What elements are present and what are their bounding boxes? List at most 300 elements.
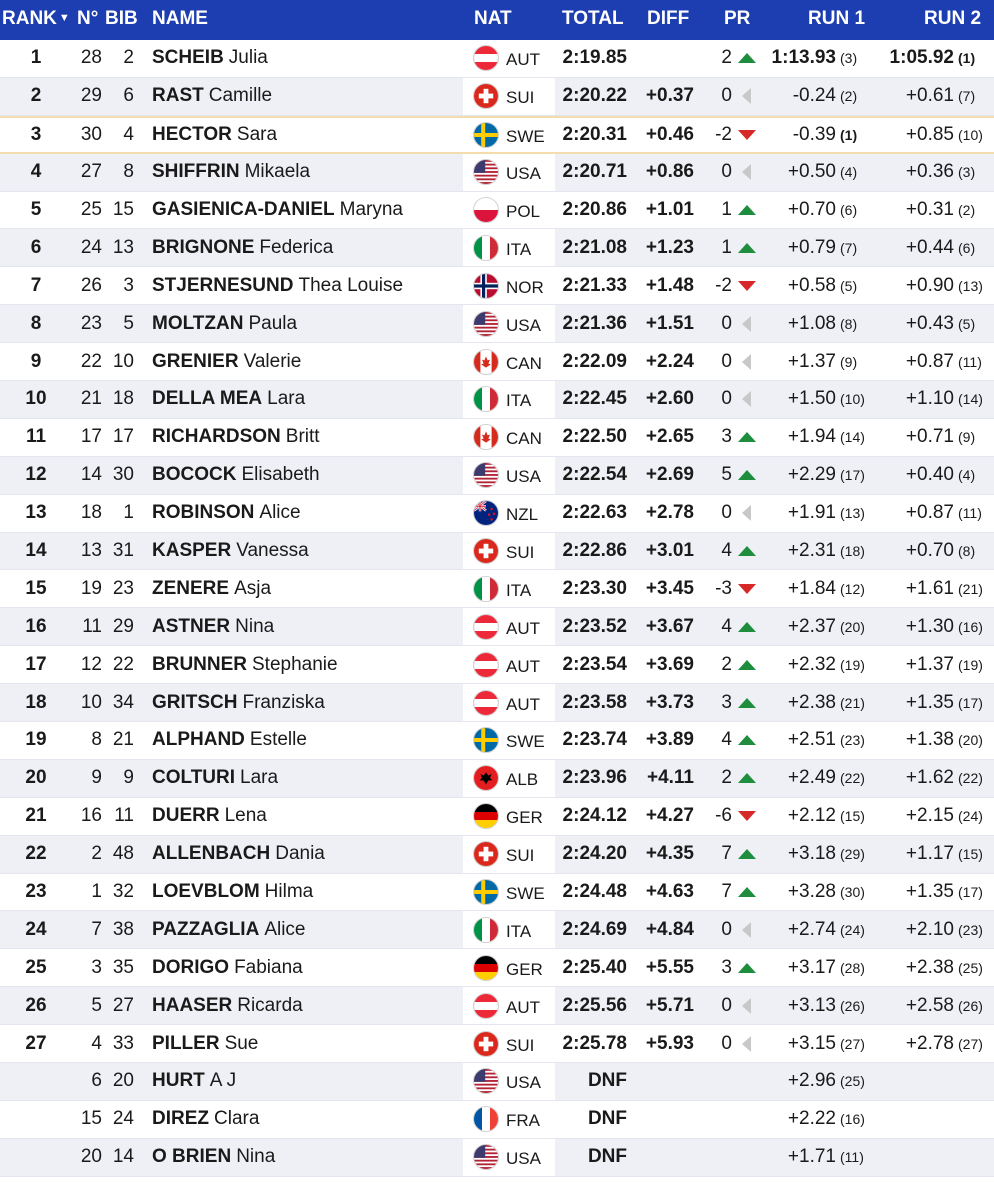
table-row[interactable] [0,798,994,836]
athlete-first-name[interactable]: Hilma [264,881,314,903]
athlete-name[interactable] [152,1101,464,1138]
athlete-first-name[interactable]: Lena [224,805,267,827]
nation-cell [463,154,555,191]
athlete-name[interactable] [152,1025,464,1062]
athlete-first-name[interactable]: Julia [228,47,268,69]
table-row[interactable] [0,78,994,116]
position-change-value: -3 [715,577,732,599]
athlete-first-name[interactable]: Sue [224,1032,259,1054]
run1-time-cell: +1.37 [787,350,836,372]
run2-rank-cell: (1) [958,50,976,67]
athlete-first-name[interactable]: Asja [234,577,272,599]
bib-cell: 35 [112,956,134,978]
athlete-name[interactable] [152,192,464,229]
run1-rank-cell: (18) [840,543,865,560]
table-row[interactable] [0,192,994,230]
athlete-last-name[interactable]: SHIFFRIN [152,161,240,183]
position-up-icon [738,735,756,745]
position-change-cell [700,646,756,683]
run2-rank-cell: (8) [958,543,976,560]
start-number-cell: 2 [91,843,102,865]
run1-time-cell: +0.50 [787,161,836,183]
athlete-name[interactable] [152,949,464,986]
table-row[interactable] [0,40,994,78]
athlete-last-name[interactable]: ASTNER [152,615,231,637]
athlete-first-name[interactable]: Alice [259,502,301,524]
italy-flag-icon [473,576,499,602]
athlete-first-name[interactable]: Nina [236,1146,276,1168]
table-row[interactable] [0,381,994,419]
run1-time-cell: +2.37 [787,615,836,637]
table-row[interactable] [0,343,994,381]
athlete-name[interactable] [152,40,464,77]
run1-column-header[interactable]: RUN 1 [808,8,866,29]
athlete-last-name[interactable]: DUERR [152,805,220,827]
athlete-name[interactable] [152,722,464,759]
rank-cell: 19 [25,729,47,751]
position-change-value: 7 [721,843,732,865]
position-change-value: 0 [721,918,732,940]
rank-cell: 23 [25,881,47,903]
position-change-value: 3 [721,691,732,713]
nation-cell [463,118,555,152]
table-row[interactable] [0,722,994,760]
nation-cell [463,192,555,229]
athlete-first-name[interactable]: A J [209,1070,237,1092]
athlete-last-name[interactable]: KASPER [152,540,232,562]
table-row[interactable] [0,1101,994,1139]
athlete-last-name[interactable]: DIREZ [152,1108,209,1130]
rank-cell: 12 [25,464,47,486]
athlete-name[interactable] [152,1063,464,1100]
run2-rank-cell: (20) [958,732,983,749]
run2-time-cell: +0.61 [905,85,954,107]
rank-cell: 27 [25,1032,47,1054]
run2-time-cell [874,1063,954,1100]
nation-code: SWE [506,732,545,752]
run1-rank-cell: (12) [840,580,865,597]
nation-cell [463,533,555,570]
athlete-last-name[interactable]: RICHARDSON [152,426,281,448]
position-change-value: 4 [721,540,732,562]
athlete-last-name[interactable]: MOLTZAN [152,312,244,334]
total-time-cell: 2:20.71 [562,161,627,183]
total-time-cell: 2:24.48 [562,881,627,903]
diff-cell: +1.51 [645,312,694,334]
rank-cell: 15 [25,577,47,599]
athlete-last-name[interactable]: GRITSCH [152,691,238,713]
nation-cell [463,305,555,342]
nation-cell [463,798,555,835]
position-change-value: 2 [721,47,732,69]
run1-rank-cell: (22) [840,770,865,787]
athlete-last-name[interactable]: SCHEIB [152,47,224,69]
athlete-name[interactable] [152,381,464,418]
athlete-name[interactable] [152,267,464,304]
nation-cell [463,684,555,721]
table-row[interactable] [0,949,994,987]
athlete-name[interactable] [152,229,464,266]
athlete-last-name[interactable]: ZENERE [152,577,230,599]
athlete-first-name[interactable]: Vanessa [236,540,309,562]
position-change-cell [700,570,756,607]
start-number-cell: 15 [80,1108,102,1130]
athlete-name[interactable] [152,836,464,873]
athlete-last-name[interactable]: BOCOCK [152,464,237,486]
total-column-header[interactable]: TOTAL [562,8,624,29]
nation-cell [463,78,555,115]
rank-column-header[interactable]: RANK ▼ [2,8,70,29]
table-row[interactable] [0,495,994,533]
table-row[interactable] [0,533,994,571]
run1-rank-cell: (5) [840,277,858,294]
athlete-first-name[interactable]: Britt [285,426,320,448]
table-row[interactable] [0,760,994,798]
athlete-first-name[interactable]: Dania [275,843,325,865]
athlete-name[interactable] [152,78,464,115]
athlete-last-name[interactable]: DORIGO [152,956,230,978]
nation-code: AUT [506,997,540,1017]
position-change-cell [700,987,756,1024]
athlete-name[interactable] [152,457,464,494]
table-row[interactable] [0,1139,994,1177]
diff-cell: +3.67 [645,615,694,637]
position-change-value: 3 [721,426,732,448]
athlete-last-name[interactable]: ALPHAND [152,729,245,751]
run1-time-cell: +2.32 [787,653,836,675]
nation-cell [463,646,555,683]
run1-rank-cell: (9) [840,353,858,370]
position-change-value: 2 [721,653,732,675]
run2-rank-cell: (13) [958,277,983,294]
athlete-name[interactable] [152,798,464,835]
nation-code: ALB [506,770,539,790]
athlete-name[interactable] [152,533,464,570]
no-column-header[interactable]: N° [77,8,99,29]
table-row[interactable] [0,836,994,874]
table-row[interactable] [0,570,994,608]
run1-rank-cell: (14) [840,429,865,446]
albania-flag-icon [473,765,499,791]
nation-code: SUI [506,846,535,866]
table-row[interactable] [0,305,994,343]
position-change-value: 0 [721,85,732,107]
total-time-cell: 2:22.50 [562,426,627,448]
run2-rank-cell: (5) [958,315,976,332]
rank-cell [0,1063,72,1100]
rank-cell: 21 [25,805,47,827]
bib-cell: 32 [112,881,134,903]
athlete-last-name[interactable]: BRIGNONE [152,236,255,258]
table-row[interactable] [0,229,994,267]
athlete-name[interactable] [152,154,464,191]
diff-cell [630,1101,694,1138]
athlete-last-name[interactable]: LOEVBLOM [152,881,260,903]
run2-column-header[interactable]: RUN 2 [924,8,982,29]
position-change-value: 0 [721,994,732,1016]
rank-cell: 6 [30,236,42,258]
nation-cell [463,987,555,1024]
athlete-name[interactable] [152,305,464,342]
athlete-name[interactable] [152,646,464,683]
diff-cell: +4.63 [645,881,694,903]
athlete-last-name[interactable]: HURT [152,1070,205,1092]
run1-rank-cell: (19) [840,656,865,673]
diff-cell: +4.27 [645,805,694,827]
athlete-first-name[interactable]: Camille [208,85,273,107]
run2-time-cell: +0.43 [905,312,954,334]
nation-code: USA [506,164,541,184]
athlete-name[interactable] [152,608,464,645]
position-change-value: 0 [721,388,732,410]
germany-flag-icon [473,803,499,829]
athlete-first-name[interactable]: Lara [240,767,279,789]
total-time-cell: DNF [587,1146,627,1168]
bib-cell: 10 [112,350,134,372]
bib-cell: 11 [114,805,134,827]
position-change-value: 4 [721,615,732,637]
athlete-last-name[interactable]: ALLENBACH [152,843,271,865]
run2-time-cell [874,1139,954,1176]
run2-rank-cell: (4) [958,467,976,484]
diff-cell: +3.01 [645,540,694,562]
run2-time-cell: +1.35 [905,881,954,903]
position-change-cell [700,533,756,570]
table-row[interactable] [0,1063,994,1101]
diff-column-header[interactable]: DIFF [647,8,690,29]
athlete-last-name[interactable]: ROBINSON [152,502,255,524]
poland-flag-icon [473,197,499,223]
bib-cell: 8 [123,161,134,183]
run2-time-cell: +1.35 [905,691,954,713]
table-row[interactable] [0,608,994,646]
athlete-name[interactable] [152,760,464,797]
table-row[interactable] [0,911,994,949]
run2-rank-cell: (11) [958,353,982,370]
run1-time-cell: +1.94 [787,426,836,448]
new-zealand-flag-icon [473,500,499,526]
rank-cell: 17 [25,653,47,675]
athlete-first-name[interactable]: Nina [235,615,275,637]
run1-rank-cell: (30) [840,884,865,901]
athlete-last-name[interactable]: HAASER [152,994,233,1016]
nation-cell [463,836,555,873]
run2-time-cell: +2.10 [905,918,954,940]
bib-cell: 14 [112,1146,134,1168]
run1-rank-cell: (11) [840,1149,864,1166]
run1-time-cell: -0.24 [792,85,836,107]
position-change-cell [700,267,756,304]
diff-cell: +3.69 [645,653,694,675]
usa-flag-icon [473,311,499,337]
diff-cell: +2.65 [645,426,694,448]
total-time-cell: 2:20.22 [562,85,627,107]
bib-cell: 18 [112,388,134,410]
run1-rank-cell: (8) [840,315,858,332]
nation-cell [463,570,555,607]
bib-cell: 21 [112,729,134,751]
rank-cell [0,1101,72,1138]
position-down-icon [738,584,756,594]
position-up-icon [738,546,756,556]
athlete-first-name[interactable]: Paula [248,312,298,334]
name-column-header[interactable]: NAME [152,8,208,29]
bib-cell: 6 [123,85,134,107]
start-number-cell: 4 [91,1032,102,1054]
athlete-first-name[interactable]: Estelle [249,729,307,751]
athlete-name[interactable] [152,911,464,948]
position-same-icon [742,998,751,1014]
athlete-first-name[interactable]: Thea Louise [298,274,404,296]
start-number-cell: 30 [80,123,102,145]
nation-cell [463,722,555,759]
athlete-name[interactable] [152,343,464,380]
nation-cell [463,381,555,418]
canada-flag-icon [473,349,499,375]
athlete-last-name[interactable]: GRENIER [152,350,239,372]
athlete-first-name[interactable]: Ricarda [237,994,303,1016]
nation-cell [463,457,555,494]
nation-cell [463,40,555,77]
table-row[interactable] [0,457,994,495]
position-change-value: 0 [721,312,732,334]
run1-time-cell: 1:13.93 [771,47,836,69]
run2-time-cell: +2.78 [905,1032,954,1054]
austria-flag-icon [473,993,499,1019]
start-number-cell: 9 [91,767,102,789]
athlete-last-name[interactable]: PILLER [152,1032,220,1054]
athlete-last-name[interactable]: O BRIEN [152,1146,232,1168]
nation-code: ITA [506,580,532,600]
table-row[interactable] [0,987,994,1025]
athlete-last-name[interactable]: RAST [152,85,204,107]
position-change-cell [700,457,756,494]
rank-cell: 5 [30,199,42,220]
athlete-first-name[interactable]: Sara [236,123,278,145]
nation-cell [463,608,555,645]
table-row[interactable] [0,874,994,912]
athlete-first-name[interactable]: Federica [259,236,334,258]
athlete-name[interactable] [152,874,464,911]
nation-code: USA [506,1073,541,1093]
athlete-first-name[interactable]: Alice [264,918,306,940]
athlete-first-name[interactable]: Clara [214,1108,260,1130]
run1-time-cell: +2.31 [787,540,836,562]
athlete-first-name[interactable]: Lara [267,388,306,410]
bib-cell: 29 [112,615,134,637]
italy-flag-icon [473,917,499,943]
sort-down-icon[interactable]: ▼ [58,12,70,24]
austria-flag-icon [473,45,499,71]
run2-time-cell: +0.70 [905,540,954,562]
rank-cell: 16 [25,615,47,637]
start-number-cell: 8 [91,729,102,751]
athlete-name[interactable] [152,684,464,721]
athlete-last-name[interactable]: PAZZAGLIA [152,918,260,940]
position-change-cell [700,40,756,77]
position-change-cell [700,192,756,229]
athlete-first-name[interactable]: Maryna [339,199,403,220]
bib-cell: 9 [123,767,134,789]
position-up-icon [738,243,756,253]
rank-cell: 18 [25,691,47,713]
athlete-name[interactable] [152,987,464,1024]
total-time-cell: 2:24.20 [562,843,627,865]
bib-column-header[interactable]: BIB [105,8,138,29]
table-row[interactable] [0,646,994,684]
table-row[interactable] [0,267,994,305]
start-number-cell: 23 [80,312,102,334]
diff-cell: +0.86 [645,161,694,183]
nation-cell [463,495,555,532]
run2-time-cell: +0.85 [905,123,954,145]
position-change-value: 1 [721,199,732,220]
bib-cell: 30 [112,464,134,486]
athlete-first-name[interactable]: Fabiana [234,956,303,978]
bib-cell: 1 [123,502,134,524]
athlete-name[interactable] [152,1139,464,1176]
usa-flag-icon [473,159,499,185]
position-change-cell [700,608,756,645]
table-row[interactable] [0,1025,994,1063]
position-change-cell [700,1063,756,1100]
athlete-last-name[interactable]: COLTURI [152,767,236,789]
total-time-cell: 2:24.12 [562,805,627,827]
athlete-last-name[interactable]: BRUNNER [152,653,247,675]
athlete-last-name[interactable]: GASIENICA-DANIEL [152,199,335,220]
athlete-first-name[interactable]: Elisabeth [241,464,320,486]
nation-cell [463,419,555,456]
athlete-first-name[interactable]: Franziska [242,691,325,713]
athlete-last-name[interactable]: STJERNESUND [152,274,294,296]
run1-rank-cell: (7) [840,239,858,256]
diff-cell: +0.37 [645,85,694,107]
athlete-first-name[interactable]: Valerie [243,350,302,372]
athlete-name[interactable] [152,570,464,607]
nat-column-header[interactable]: NAT [474,8,512,29]
italy-flag-icon [473,235,499,261]
pr-column-header[interactable]: PR [724,8,751,29]
run1-time-cell: +1.84 [787,577,836,599]
usa-flag-icon [473,1144,499,1170]
run2-rank-cell: (19) [958,656,983,673]
nation-code: SWE [506,126,545,146]
nation-code: ITA [506,239,532,259]
table-row[interactable] [0,684,994,722]
athlete-name[interactable] [152,419,464,456]
athlete-name[interactable] [152,118,464,152]
position-change-value: 3 [721,956,732,978]
table-row[interactable] [0,154,994,192]
run1-rank-cell: (16) [840,1111,865,1128]
canada-flag-icon [473,424,499,450]
start-number-cell: 5 [91,994,102,1016]
athlete-last-name[interactable]: DELLA MEA [152,388,263,410]
total-time-cell: DNF [587,1108,627,1130]
athlete-last-name[interactable]: HECTOR [152,123,232,145]
start-number-cell: 25 [80,199,102,220]
run1-time-cell: +2.74 [787,918,836,940]
total-time-cell: 2:23.58 [562,691,627,713]
run2-rank-cell: (14) [958,391,983,408]
athlete-first-name[interactable]: Mikaela [244,161,311,183]
table-row[interactable] [0,116,994,154]
diff-cell: +3.89 [645,729,694,751]
athlete-first-name[interactable]: Stephanie [252,653,338,675]
table-row[interactable] [0,419,994,457]
run2-rank-cell: (26) [958,997,983,1014]
athlete-name[interactable] [152,495,464,532]
